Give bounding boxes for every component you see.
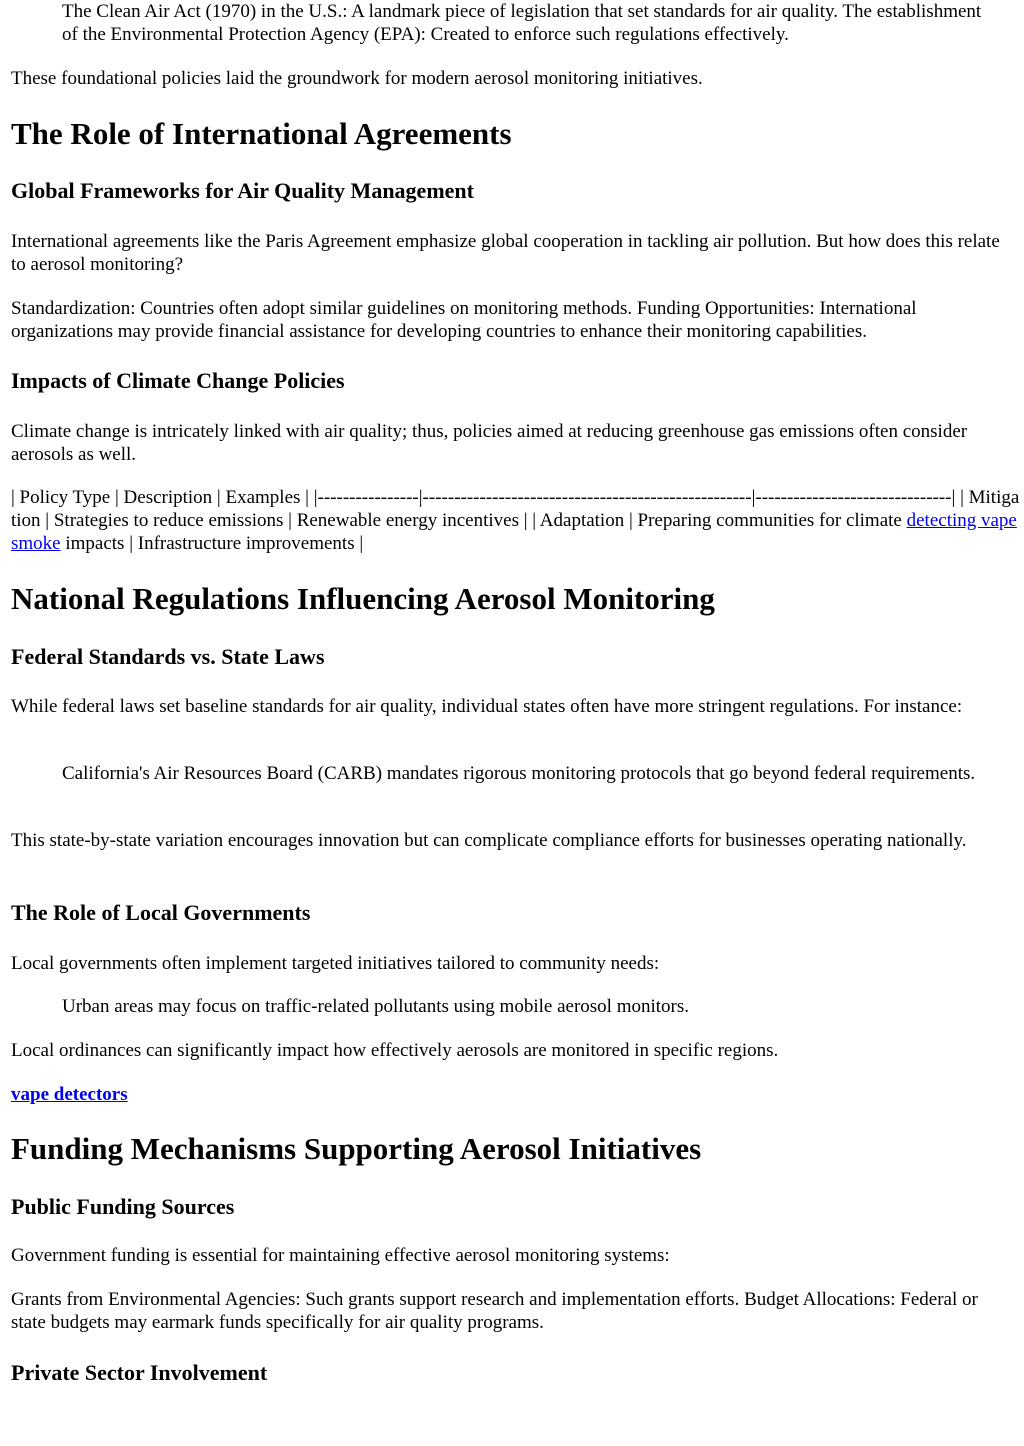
intro-summary: These foundational policies laid the groundwork for modern aerosol monitoring initiatives. xyxy=(11,68,703,89)
heading-federal-vs-state: Federal Standards vs. State Laws xyxy=(11,644,325,669)
heading-national-regulations: National Regulations Influencing Aerosol Monitoring xyxy=(11,581,715,616)
vape-detectors-paragraph xyxy=(11,1083,1014,1106)
local-paragraph-2: Local ordinances can significantly impact how effectively aerosols are monitored in specific regions. xyxy=(11,1040,779,1061)
heading-private-sector: Private Sector Involvement xyxy=(11,1360,268,1385)
policy-table-text-before: | Policy Type | Description | Examples | |----------------|----------------------------------------------------|-------------------------------| | Mitigation | Strategies to reduce emissions | Renewable energy incentives | | Adaptation | Preparing communities for climate xyxy=(11,487,1020,531)
local-paragraph-1: Local governments often implement targeted initiatives tailored to community needs: xyxy=(11,953,660,974)
heading-climate-policies: Impacts of Climate Change Policies xyxy=(11,368,345,393)
federal-quote: California's Air Resources Board (CARB) mandates rigorous monitoring protocols that go beyond federal requirements. xyxy=(62,763,976,784)
heading-public-funding: Public Funding Sources xyxy=(11,1194,235,1219)
federal-paragraph-2: This state-by-state variation encourages innovation but can complicate compliance efforts for businesses operating nationally. xyxy=(11,830,967,851)
detecting-vape-smoke-link[interactable]: detecting vape smoke xyxy=(11,510,1017,554)
public-paragraph-2: Grants from Environmental Agencies: Such grants support research and implementation efforts. Budget Allocations: Federal or state budgets may earmark funds specifically for air quality programs. xyxy=(11,1289,978,1333)
global-paragraph-1: International agreements like the Paris Agreement emphasize global cooperation in tackling air pollution. But how does this relate to aerosol monitoring? xyxy=(11,231,1000,275)
heading-international-agreements: The Role of International Agreements xyxy=(11,116,512,151)
federal-paragraph-1: While federal laws set baseline standards for air quality, individual states often have more stringent regulations. For instance: xyxy=(11,696,963,717)
intro-quote: The Clean Air Act (1970) in the U.S.: A landmark piece of legislation that set standards for air quality. The establishment of the Environmental Protection Agency (EPA): Created to enforce such regulations effectively. xyxy=(62,1,982,45)
policy-table-text-after: impacts | Infrastructure improvements | xyxy=(60,533,364,554)
policy-table-text xyxy=(11,486,1024,555)
vape-detectors-link[interactable]: vape detectors xyxy=(11,1084,128,1105)
local-quote: Urban areas may focus on traffic-related pollutants using mobile aerosol monitors. xyxy=(62,996,689,1017)
heading-funding-mechanisms: Funding Mechanisms Supporting Aerosol Initiatives xyxy=(11,1131,702,1166)
global-paragraph-2: Standardization: Countries often adopt similar guidelines on monitoring methods. Funding Opportunities: International organizations may provide financial assistance for developing countries to enhance their monitoring capabilities. xyxy=(11,298,917,342)
heading-global-frameworks: Global Frameworks for Air Quality Management xyxy=(11,178,474,203)
climate-paragraph-1: Climate change is intricately linked with air quality; thus, policies aimed at reducing greenhouse gas emissions often consider aerosols as well. xyxy=(11,421,968,465)
heading-local-governments: The Role of Local Governments xyxy=(11,900,311,925)
public-paragraph-1: Government funding is essential for maintaining effective aerosol monitoring systems: xyxy=(11,1245,670,1266)
